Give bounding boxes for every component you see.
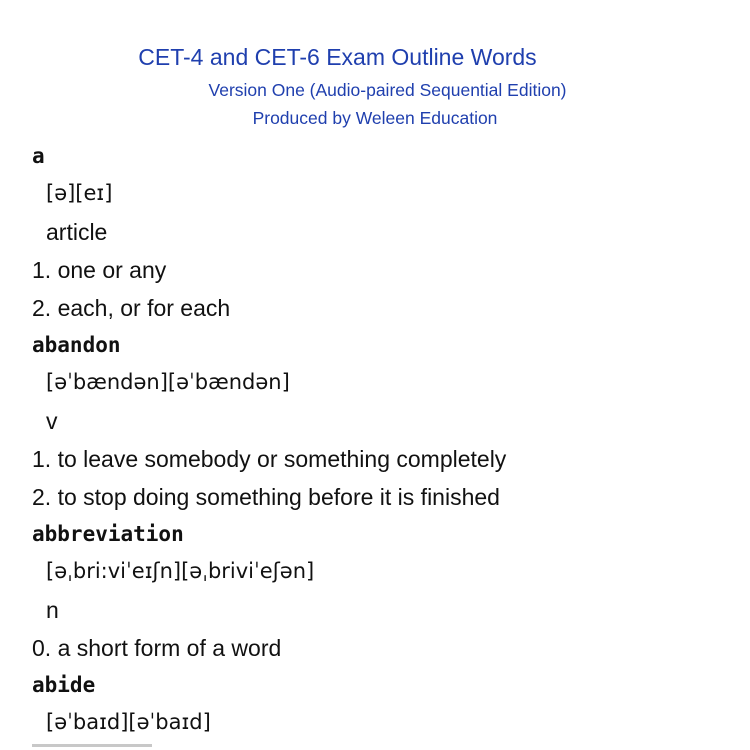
document-title: CET-4 and CET-6 Exam Outline Words: [138, 44, 537, 70]
entry-part-of-speech: v: [46, 408, 58, 434]
entry-definition: 0. a short form of a word: [32, 635, 282, 661]
entry-phonetic: [ə][eɪ]: [46, 181, 113, 205]
entry-definition: 1. to leave somebody or something completely: [32, 446, 507, 472]
entry-phonetic: [əˌbri:viˈeɪʃn][əˌbriviˈeʃən]: [46, 559, 315, 583]
entry-definition: 1. one or any: [32, 257, 167, 283]
producer-line: Produced by Weleen Education: [252, 108, 498, 128]
entry-word: a: [32, 144, 45, 168]
entry-word: abbreviation: [32, 522, 184, 546]
entry-word: abandon: [32, 333, 121, 357]
entry-part-of-speech: article: [46, 219, 108, 245]
entry-part-of-speech: n: [46, 597, 59, 623]
entry-word: abide: [32, 673, 96, 697]
entry-definition: 2. each, or for each: [32, 295, 231, 321]
entry-phonetic: [əˈbaɪd][əˈbaɪd]: [46, 710, 211, 734]
document-subtitle: Version One (Audio-paired Sequential Edition): [208, 80, 567, 100]
entry-phonetic: [əˈbændən][əˈbændən]: [46, 370, 290, 394]
cut-off-next-line: [32, 742, 160, 750]
entry-definition: 2. to stop doing something before it is finished: [32, 484, 500, 510]
